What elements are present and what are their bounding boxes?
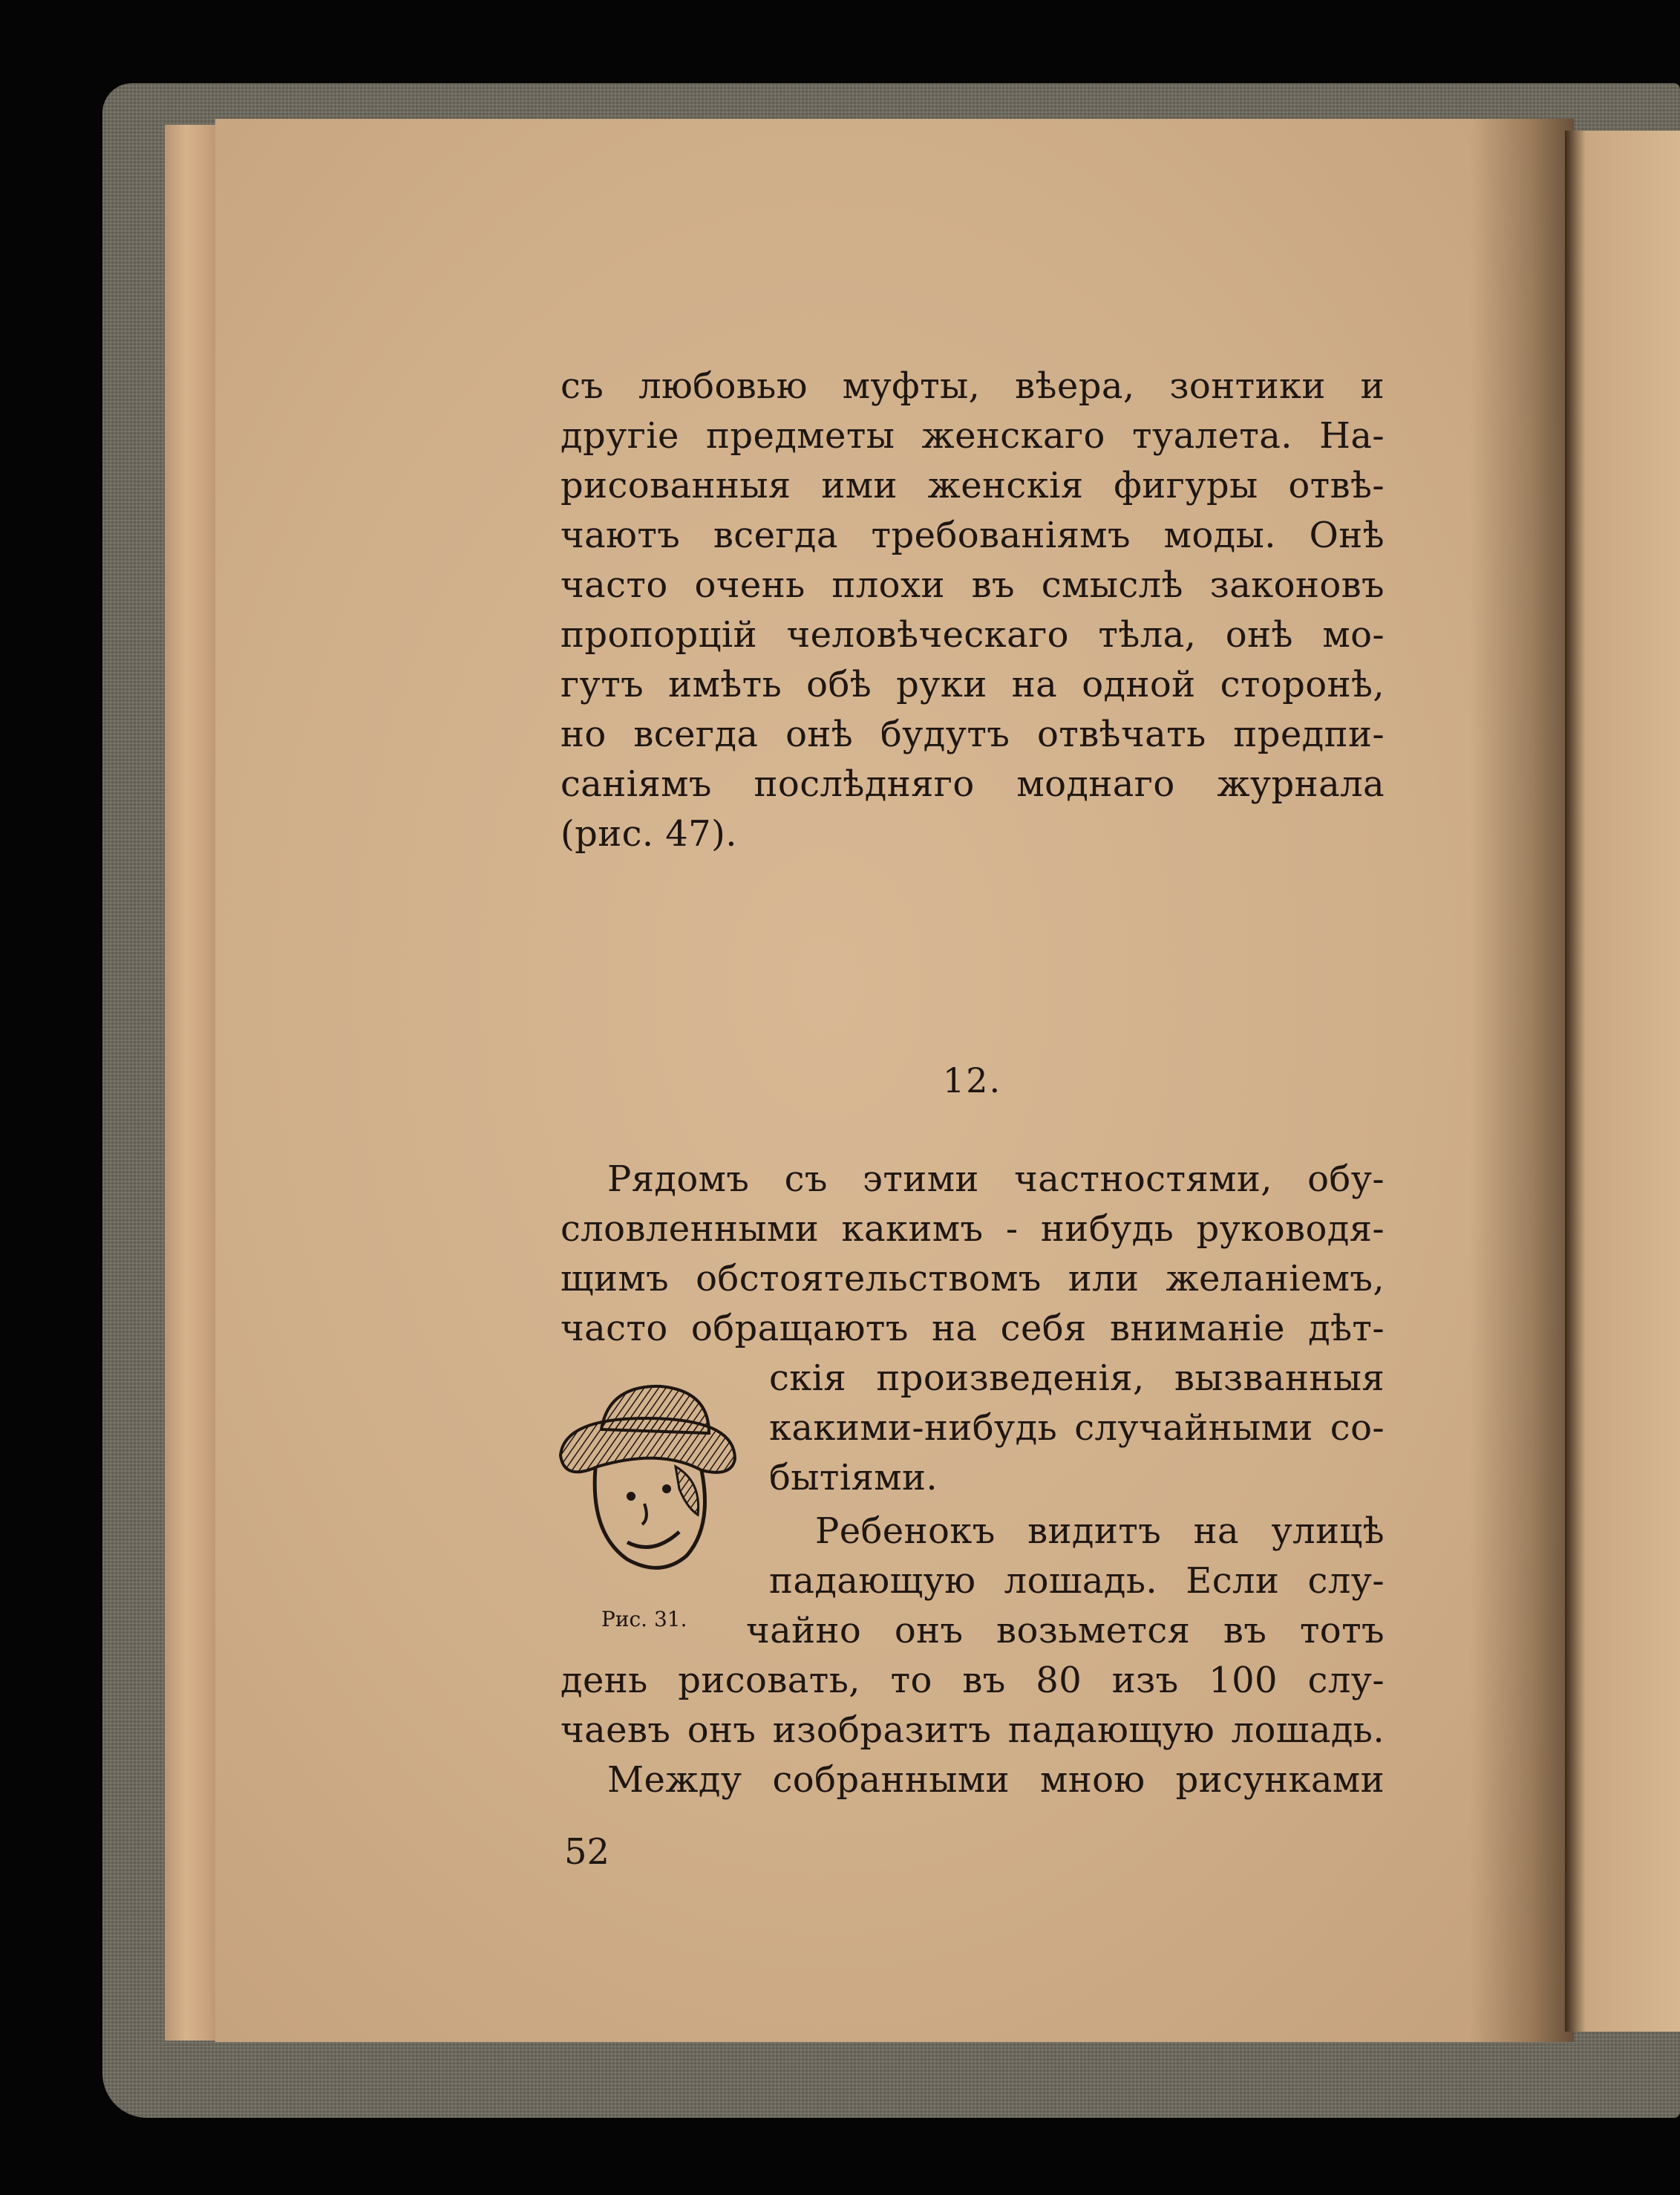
text-line: рисованныя ими женскія фигуры отвѣ- (560, 465, 1385, 506)
text-line: словленными какимъ - нибудь руководя- (560, 1208, 1385, 1250)
page-gutter-shadow (1470, 119, 1574, 2042)
text-line: падающую лошадь. Если слу- (769, 1560, 1385, 1602)
text-line: (рис. 47). (560, 813, 737, 855)
text-line: но всегда онѣ будутъ отвѣчать предпи- (560, 714, 1385, 755)
text-line: саніямъ послѣдняго моднаго журнала (560, 763, 1385, 805)
text-line: часто очень плохи въ смыслѣ законовъ (560, 564, 1385, 606)
child-drawing-figure (549, 1377, 742, 1593)
text-line: день рисовать, то въ 80 изъ 100 слу- (560, 1660, 1385, 1701)
text-line: часто обращаютъ на себя вниманіе дѣт- (560, 1308, 1385, 1349)
text-line: чаевъ онъ изобразитъ падающую лошадь. (560, 1709, 1385, 1751)
text-line: щимъ обстоятельствомъ или желаніемъ, (560, 1258, 1385, 1299)
text-line: съ любовью муфты, вѣера, зонтики и (560, 365, 1385, 407)
text-line: бытіями. (769, 1457, 938, 1498)
figure-caption: Рис. 31. (601, 1607, 687, 1631)
text-line: какими-нибудь случайными со- (769, 1407, 1385, 1449)
text-line: скія произведенія, вызванныя (769, 1357, 1385, 1399)
section-number: 12. (943, 1060, 1002, 1100)
text-line: Ребенокъ видитъ на улицѣ (815, 1510, 1385, 1552)
right-page-edge (1565, 131, 1680, 2032)
text-line: чайно онъ возьмется въ тотъ (746, 1610, 1385, 1651)
text-line: Рядомъ съ этими частностями, обу- (607, 1158, 1385, 1200)
text-line: другіе предметы женскаго туалета. На- (560, 415, 1385, 457)
text-line: пропорцій человѣческаго тѣла, онѣ мо- (560, 614, 1385, 656)
text-line: чаютъ всегда требованіямъ моды. Онѣ (560, 515, 1385, 556)
page-number: 52 (564, 1831, 610, 1873)
text-line: гутъ имѣть обѣ руки на одной сторонѣ, (560, 664, 1385, 705)
text-line: Между собранными мною рисунками (607, 1759, 1385, 1801)
